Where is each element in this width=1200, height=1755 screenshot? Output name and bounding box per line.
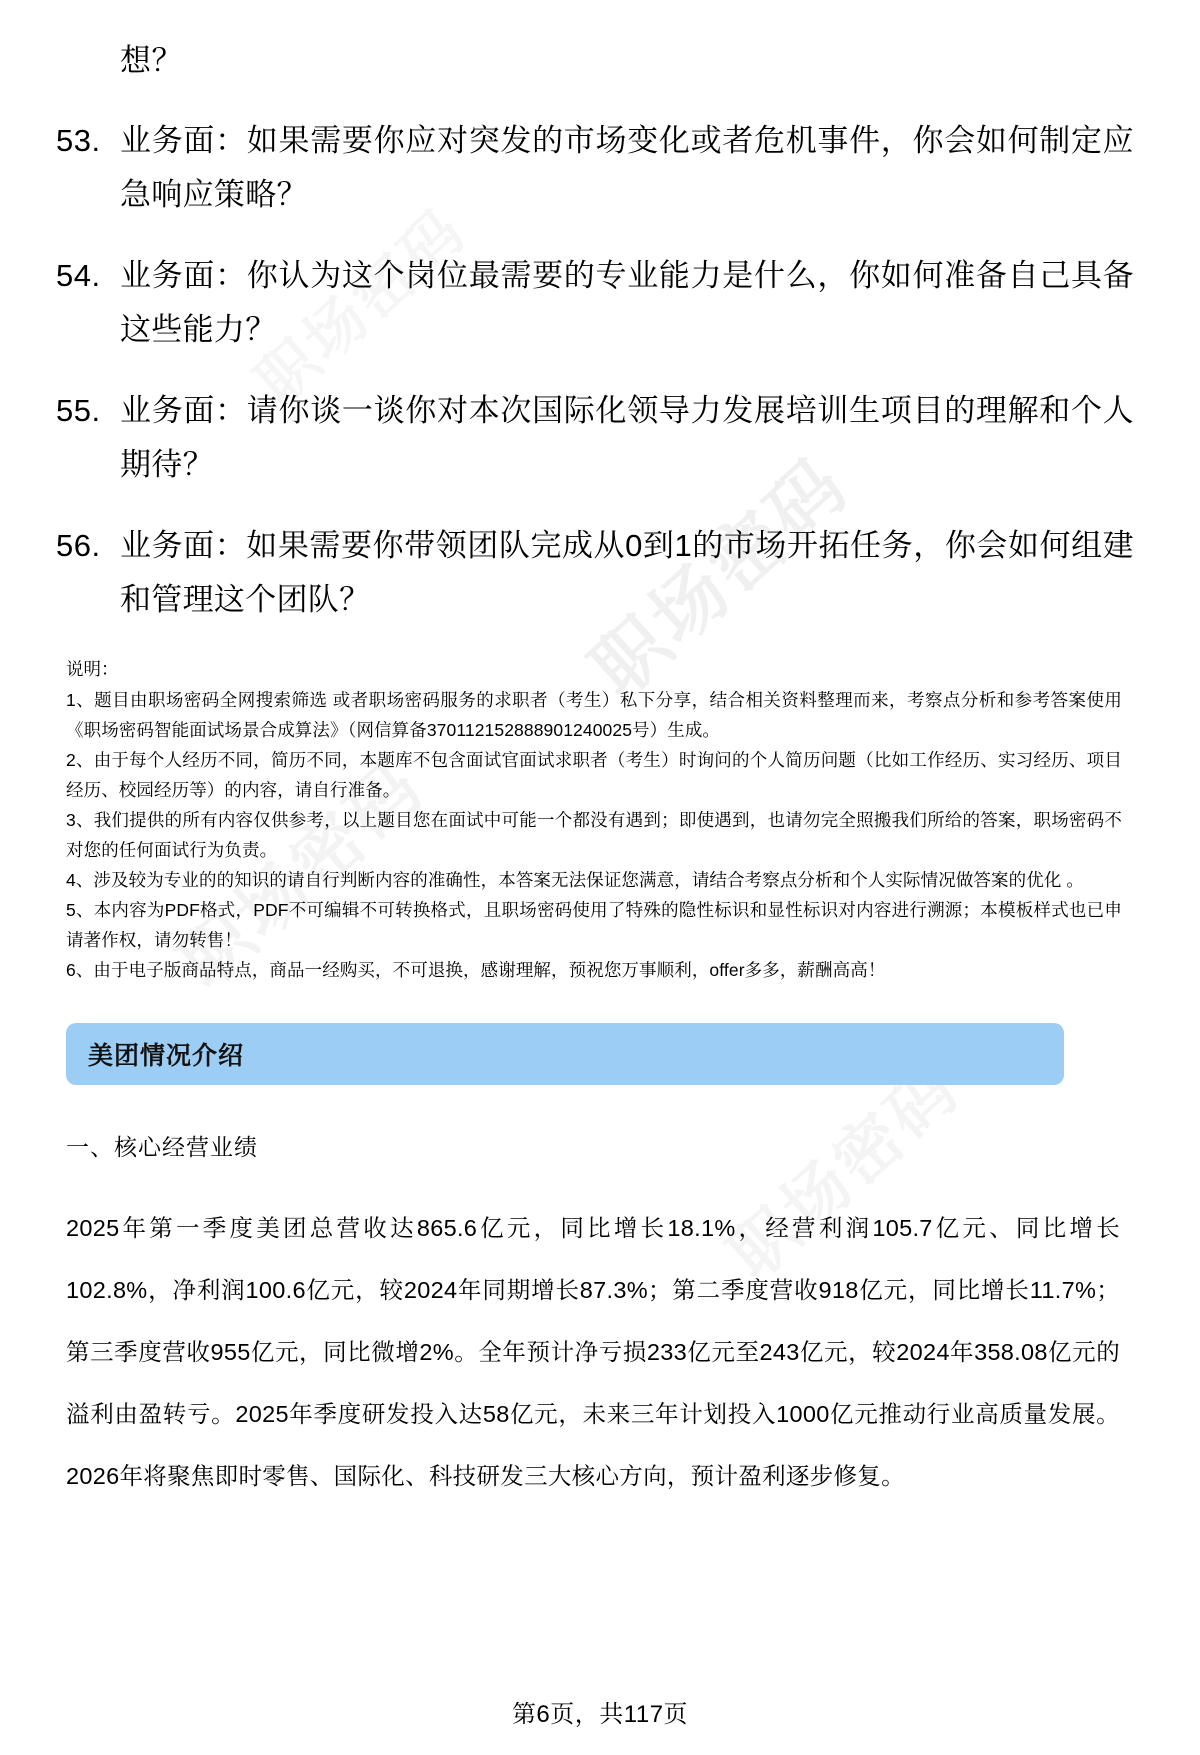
page-footer: 第6页，共117页 (511, 1701, 689, 1728)
note-item: 4、涉及较为专业的的知识的请自行判断内容的准确性，本答案无法保证您满意，请结合考察点分析和个人实际情况做答案的优化 。 (66, 870, 1084, 890)
section-heading: 一、核心经营业绩 (66, 1134, 258, 1160)
question-number: 54. (56, 258, 101, 293)
note-item: 5、本内容为PDF格式，PDF不可编辑不可转换格式，且职场密码使用了特殊的隐性标识和显性标识对内容进行溯源；本模板样式也已申请著作权，请勿转售！ (66, 900, 1122, 950)
question-number: 55. (56, 393, 101, 428)
question-number: 56. (56, 528, 101, 563)
question-text: 业务面：如果需要你应对突发的市场变化或者危机事件，你会如何制定应急响应策略？ (120, 123, 1134, 212)
note-item: 1、题目由职场密码全网搜索筛选 或者职场密码服务的求职者（考生）私下分享，结合相关资料整理而来，考察点分析和参考答案使用《职场密码智能面试场景合成算法》（网信算备370112152888901240025号）生成。 (66, 690, 1122, 740)
question-item (52, 519, 1134, 627)
note-item: 6、由于电子版商品特点，商品一经购买，不可退换，感谢理解，预祝您万事顺利，offer多多，薪酬高高！ (66, 960, 886, 980)
question-number: 53. (56, 123, 101, 158)
question-list (52, 114, 1134, 627)
section-paragraph: 2025年第一季度美团总营收达865.6亿元，同比增长18.1%，经营利润105.7亿元、同比增长102.8%，净利润100.6亿元，较2024年同期增长87.3%；第二季度营收918亿元，同比增长11.7%；第三季度营收955亿元，同比微增2%。全年预计净亏损233亿元至243亿元，较2024年358.08亿元的溢利由盈转亏。2025年季度研发投入达58亿元，未来三年计划投入1000亿元推动行业高质量发展。2026年将聚焦即时零售、国际化、科技研发三大核心方向，预计盈利逐步修复。 (66, 1215, 1120, 1489)
question-text: 业务面：你认为这个岗位最需要的专业能力是什么，你如何准备自己具备这些能力？ (120, 258, 1134, 347)
continued-question-fragment: 想？ (120, 43, 183, 78)
watermark-text: 职场密码 (575, 441, 864, 713)
question-text: 业务面：如果需要你带领团队完成从0到1的市场开拓任务，你会如何组建和管理这个团队？ (120, 528, 1134, 617)
note-item: 3、我们提供的所有内容仅供参考，以上题目您在面试中可能一个都没有遇到；即使遇到，也请勿完全照搬我们所给的答案，职场密码不对您的任何面试行为负责。 (66, 810, 1122, 860)
question-text: 业务面：请你谈一谈你对本次国际化领导力发展培训生项目的理解和个人期待？ (120, 393, 1134, 482)
notes-title: 说明： (66, 659, 119, 679)
question-item (52, 384, 1134, 492)
question-item (52, 249, 1134, 357)
note-item: 2、由于每个人经历不同，简历不同，本题库不包含面试官面试求职者（考生）时询问的个人简历问题（比如工作经历、实习经历、项目经历、校园经历等）的内容，请自行准备。 (66, 750, 1122, 800)
notes-block (52, 654, 1134, 985)
question-item (52, 114, 1134, 222)
section-banner (66, 1023, 1064, 1085)
section-banner-title: 美团情况介绍 (88, 1042, 245, 1070)
